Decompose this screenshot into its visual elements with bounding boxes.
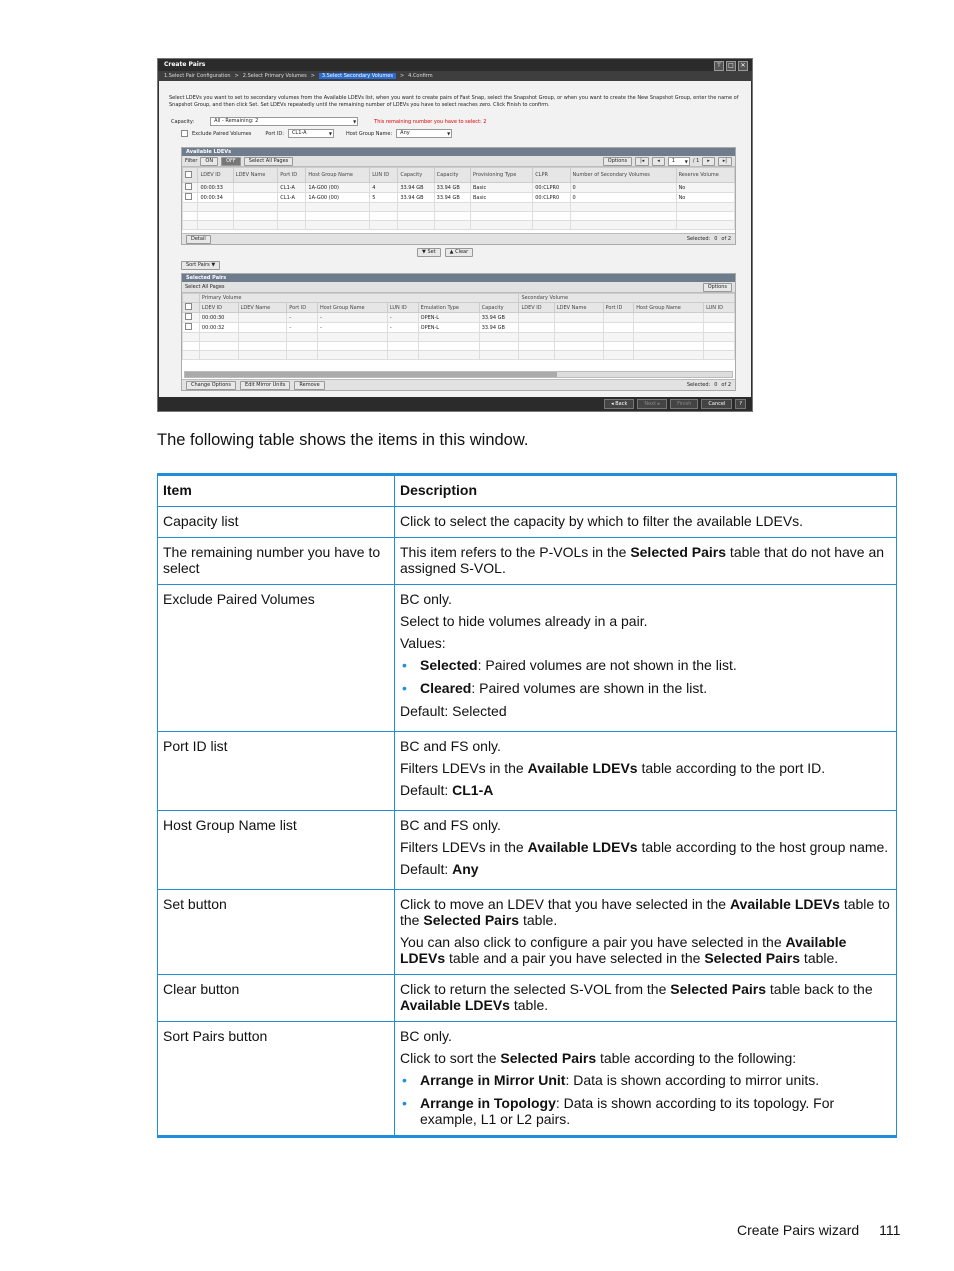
table-row: Capacity list Click to select the capacity by which to filter the available LDEVs. — [158, 507, 897, 538]
host-group-dropdown[interactable]: Any ▼ — [396, 129, 452, 138]
header-item: Item — [158, 475, 395, 507]
edit-mirror-units-button[interactable]: Edit Mirror Units — [240, 381, 290, 390]
filter-row: Exclude Paired Volumes Port ID: CL1-A ▼ Host Group Name: Any ▼ — [181, 129, 452, 138]
col-header[interactable]: Emulation Type — [418, 303, 479, 313]
selected-footer: Change Options Edit Mirror Units Remove Selected: 0 of 2 — [182, 379, 735, 390]
primary-volume-group: Primary Volume — [199, 294, 519, 303]
select-all-pages-button[interactable]: Select All Pages — [244, 157, 294, 166]
page-number: 111 — [879, 1222, 901, 1238]
values-list — [400, 657, 891, 696]
available-ldevs-table — [182, 167, 735, 230]
row-checkbox[interactable] — [185, 183, 192, 190]
available-footer: Detail Selected: 0 of 2 — [182, 233, 735, 244]
select-all-pages-button[interactable]: Select All Pages — [185, 284, 225, 290]
instructions: Select LDEVs you want to set to secondary volumes from the Available LDEVs list, when you want to create pairs of Fast Snap, select the Snapshot Group, or when you want to create the New Snapshot Group, enter the name of Snapshot Group, and then click Set. Set LDEVs repeatedly until the remaining number of LDEVs you have to select reaches zero. Click Finish to confirm. — [169, 95, 739, 108]
window-title: Create Pairs — [158, 59, 752, 71]
table-row[interactable]: 00:00:30 - - - OPEN-L 33.94 GB — [183, 313, 735, 323]
pin-icon[interactable]: ⊤ — [714, 61, 724, 71]
col-header[interactable]: LDEV Name — [238, 303, 287, 313]
step-4: 4.Confirm — [408, 73, 433, 79]
create-pairs-window — [157, 58, 753, 412]
last-page-icon[interactable]: ▸| — [718, 157, 732, 166]
col-header[interactable]: Host Group Name — [306, 168, 370, 183]
available-ldevs-title: Available LDEVs — [182, 148, 735, 156]
clear-button[interactable]: ▲ Clear — [445, 248, 474, 257]
footer-title: Create Pairs wizard — [737, 1222, 860, 1238]
detail-button[interactable]: Detail — [186, 235, 211, 244]
filter-button[interactable]: Filter — [185, 158, 198, 164]
col-header[interactable]: LUN ID — [370, 168, 398, 183]
wizard-buttons — [158, 397, 752, 411]
col-header[interactable]: Port ID — [278, 168, 306, 183]
header-description: Description — [395, 475, 897, 507]
col-header[interactable]: Host Group Name — [634, 303, 704, 313]
col-header[interactable]: LUN ID — [704, 303, 735, 313]
col-header[interactable]: Capacity — [434, 168, 470, 183]
options-button[interactable]: Options — [603, 157, 632, 166]
selected-pairs-table — [182, 293, 735, 360]
list-item: • Arrange in Topology: Data is shown according to its topology. For example, L1 or L2 pairs. — [400, 1095, 891, 1127]
available-ldevs-panel — [181, 147, 736, 245]
set-clear-row — [417, 248, 473, 257]
col-header[interactable]: Port ID — [287, 303, 318, 313]
col-header[interactable]: LUN ID — [387, 303, 418, 313]
maximize-icon[interactable]: □ — [726, 61, 736, 71]
filter-off[interactable]: OFF — [221, 157, 241, 166]
options-button[interactable]: Options — [703, 283, 732, 292]
sort-options-list — [400, 1072, 891, 1127]
wizard-steps: 1.Select Pair Configuration > 2.Select Primary Volumes > 3.Select Secondary Volumes > 4.Confirm — [158, 71, 752, 81]
list-item: • Arrange in Mirror Unit: Data is shown according to mirror units. — [400, 1072, 891, 1088]
filter-on[interactable]: ON — [200, 157, 218, 166]
next-page-icon[interactable]: ▸ — [702, 157, 715, 166]
remove-button[interactable]: Remove — [294, 381, 324, 390]
table-row: Clear button Click to return the selected S-VOL from the Selected Pairs table back to the Available LDEVs table. — [158, 975, 897, 1022]
cancel-button[interactable]: Cancel — [701, 399, 732, 409]
table-header-row — [158, 475, 897, 507]
step-1: 1.Select Pair Configuration — [164, 73, 231, 79]
table-row[interactable]: 00:00:33 CL1-A 1A-G00 (00) 4 33.94 GB 33.94 GB Basic 00:CLPR0 0 No — [183, 183, 735, 193]
selected-pairs-title: Selected Pairs — [182, 274, 735, 282]
sort-row — [181, 261, 220, 270]
finish-button[interactable]: Finish — [670, 399, 698, 409]
row-checkbox[interactable] — [185, 323, 192, 330]
scrollbar-thumb[interactable] — [185, 372, 557, 377]
intro-text: The following table shows the items in this window. — [157, 431, 529, 449]
table-row[interactable]: 00:00:34 CL1-A 1A-G00 (00) 5 33.94 GB 33.94 GB Basic 00:CLPR0 0 No — [183, 193, 735, 203]
col-header[interactable]: LDEV ID — [199, 303, 238, 313]
col-header[interactable]: Port ID — [603, 303, 634, 313]
items-table — [157, 473, 897, 1138]
exclude-paired-checkbox[interactable] — [181, 130, 188, 137]
capacity-row: Capacity: All - Remaining: 2 ▼ This remaining number you have to select: 2 — [171, 117, 486, 126]
page-input[interactable]: 1 ▼ — [668, 157, 690, 166]
col-header[interactable]: Capacity — [398, 168, 434, 183]
col-header[interactable]: Reserve Volume — [676, 168, 734, 183]
col-header[interactable]: LDEV ID — [519, 303, 554, 313]
first-page-icon[interactable]: |◂ — [635, 157, 649, 166]
help-button[interactable]: ? — [735, 399, 746, 409]
step-3-current: 3.Select Secondary Volumes — [319, 73, 396, 79]
set-button[interactable]: ▼ Set — [417, 248, 441, 257]
row-checkbox[interactable] — [185, 313, 192, 320]
list-item: • Selected: Paired volumes are not shown in the list. — [400, 657, 891, 673]
back-button[interactable]: ◂ Back — [604, 399, 634, 409]
row-checkbox[interactable] — [185, 193, 192, 200]
prev-page-icon[interactable]: ◂ — [652, 157, 665, 166]
list-item: • Cleared: Paired volumes are shown in the list. — [400, 680, 891, 696]
window-controls — [714, 61, 748, 71]
table-row[interactable]: 00:00:32 - - - OPEN-L 33.94 GB — [183, 323, 735, 333]
remaining-text: This remaining number you have to select: 2 — [374, 118, 487, 125]
table-row: Exclude Paired Volumes BC only. Select to hide volumes already in a pair. Values: • Selected: Paired volumes are not shown in the list. • Cleared: Paired volumes are shown in the list. Default: Selected — [158, 585, 897, 732]
col-header[interactable]: LDEV Name — [233, 168, 278, 183]
capacity-dropdown[interactable]: All - Remaining: 2 ▼ — [210, 117, 358, 126]
secondary-volume-group: Secondary Volume — [519, 294, 735, 303]
col-header[interactable]: LDEV ID — [198, 168, 233, 183]
table-row: Port ID list BC and FS only. Filters LDEVs in the Available LDEVs table according to the port ID. Default: CL1-A — [158, 732, 897, 811]
next-button[interactable]: Next ▸ — [637, 399, 667, 409]
port-id-dropdown[interactable]: CL1-A ▼ — [288, 129, 334, 138]
selected-toolbar — [182, 282, 735, 293]
col-header[interactable]: Number of Secondary Volumes — [570, 168, 676, 183]
select-all-checkbox[interactable] — [185, 303, 192, 310]
col-header[interactable]: Host Group Name — [318, 303, 388, 313]
horizontal-scrollbar[interactable] — [184, 371, 733, 378]
available-toolbar: Filter ON OFF Select All Pages Options |◂ ◂ 1 ▼ / 1 ▸ ▸| — [182, 156, 735, 167]
col-header[interactable]: LDEV Name — [554, 303, 603, 313]
table-row: The remaining number you have to select This item refers to the P-VOLs in the Selected Pairs table that do not have an assigned S-VOL. — [158, 538, 897, 585]
table-row: Set button Click to move an LDEV that you have selected in the Available LDEVs table to the Selected Pairs table. You can also click to configure a pair you have selected in the Available LDEVs table and a pair you have selected in the Selected Pairs table. — [158, 890, 897, 975]
col-header[interactable]: Provisioning Type — [470, 168, 532, 183]
table-row: Host Group Name list BC and FS only. Filters LDEVs in the Available LDEVs table according to the host group name. Default: Any — [158, 811, 897, 890]
col-header[interactable]: Capacity — [479, 303, 519, 313]
change-options-button[interactable]: Change Options — [186, 381, 236, 390]
window-body — [159, 81, 751, 397]
selected-pairs-panel — [181, 273, 736, 391]
select-all-checkbox[interactable] — [185, 171, 192, 178]
close-icon[interactable]: ✕ — [738, 61, 748, 71]
col-header[interactable]: CLPR — [533, 168, 570, 183]
table-row: Sort Pairs button BC only. Click to sort the Selected Pairs table according to the following: • Arrange in Mirror Unit: Data is shown according to mirror units. • Arrange in Topology: Data is shown according to its topology. For example, L1 or L2 pairs. — [158, 1022, 897, 1137]
step-2: 2.Select Primary Volumes — [242, 73, 307, 79]
sort-pairs-button[interactable]: Sort Pairs ▼ — [181, 261, 220, 270]
page-footer — [737, 1222, 900, 1238]
